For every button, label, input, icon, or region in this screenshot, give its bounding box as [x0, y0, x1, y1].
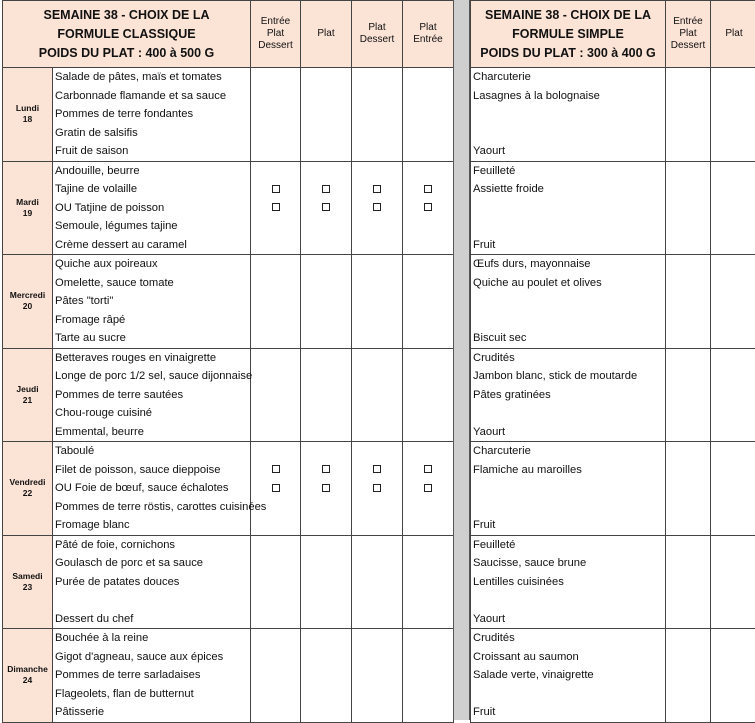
- dish-list: [471, 255, 666, 349]
- dish-item: Quiche aux poireaux: [53, 255, 250, 274]
- spacer: [403, 442, 453, 461]
- dish-item: Longe de porc 1/2 sel, sauce dijonnaise: [53, 367, 250, 386]
- day-cell: [3, 442, 53, 536]
- dish-item: Fromage râpé: [53, 311, 250, 330]
- day-name: Lundi: [3, 103, 52, 114]
- dish-item: Yaourt: [471, 142, 665, 161]
- day-row: [3, 535, 454, 629]
- dish-item: [471, 199, 665, 218]
- dish-item: Taboulé: [53, 442, 250, 461]
- simple-menu-table: [470, 0, 755, 723]
- choice-checkbox[interactable]: [373, 203, 381, 211]
- choice-cell: [301, 161, 352, 255]
- checkbox-wrap: [403, 199, 453, 218]
- classic-menu-table: [2, 0, 454, 723]
- dish-item: Croissant au saumon: [471, 648, 665, 667]
- day-cell: [3, 161, 53, 255]
- dish-list: [53, 161, 251, 255]
- dish-item: Filet de poisson, sauce dieppoise: [53, 461, 250, 480]
- choice-cell: [666, 255, 711, 349]
- choice-cell: [711, 629, 755, 723]
- choice-checkbox[interactable]: [272, 185, 280, 193]
- dish-list: [471, 629, 666, 723]
- dish-item: Dessert du chef: [53, 610, 250, 629]
- dish-item: [53, 591, 250, 610]
- dish-item: Crudités: [471, 629, 665, 648]
- dish-item: Pommes de terre sarladaises: [53, 666, 250, 685]
- dish-item: Gratin de salsifis: [53, 124, 250, 143]
- dish-item: Fruit: [471, 236, 665, 255]
- choice-cell: [711, 255, 755, 349]
- choice-checkbox[interactable]: [373, 185, 381, 193]
- dish-item: Carbonnade flamande et sa sauce: [53, 87, 250, 106]
- col-header-word: Entrée: [666, 16, 710, 28]
- dish-item: OU Foie de bœuf, sauce échalotes: [53, 479, 250, 498]
- dish-item: [471, 498, 665, 517]
- choice-cell: [251, 161, 301, 255]
- dish-item: Gigot d'agneau, sauce aux épices: [53, 648, 250, 667]
- dish-item: Tajine de volaille: [53, 180, 250, 199]
- simple-menu-body: [471, 68, 755, 723]
- choice-checkbox[interactable]: [322, 465, 330, 473]
- choice-cell: [352, 629, 403, 723]
- day-row: [3, 68, 454, 162]
- col-header-word: Entrée: [251, 16, 300, 28]
- choice-checkbox[interactable]: [424, 484, 432, 492]
- dish-item: Charcuterie: [471, 68, 665, 87]
- choice-checkbox[interactable]: [373, 484, 381, 492]
- col-header-plat: [301, 1, 352, 68]
- dish-item: Semoule, légumes tajine: [53, 217, 250, 236]
- title-line: SEMAINE 38 - CHOIX DE LA: [3, 6, 250, 25]
- dish-item: Fruit: [471, 516, 665, 535]
- day-row: [471, 161, 755, 255]
- dish-list: [471, 161, 666, 255]
- day-row: [471, 629, 755, 723]
- checkbox-wrap: [352, 479, 402, 498]
- choice-checkbox[interactable]: [322, 185, 330, 193]
- choice-cell: [251, 442, 301, 536]
- day-number: 20: [3, 301, 52, 312]
- col-header-plat: [711, 1, 755, 68]
- day-row: [3, 255, 454, 349]
- checkbox-wrap: [352, 180, 402, 199]
- choice-cell: [352, 255, 403, 349]
- col-header-plat-entree: [403, 1, 454, 68]
- dish-item: Pâté de foie, cornichons: [53, 536, 250, 555]
- checkbox-wrap: [301, 461, 351, 480]
- col-header-entree-plat-dessert: [666, 1, 711, 68]
- checkbox-wrap: [251, 461, 300, 480]
- dish-item: Yaourt: [471, 610, 665, 629]
- choice-cell: [666, 348, 711, 442]
- dish-item: Goulasch de porc et sa sauce: [53, 554, 250, 573]
- dish-item: Lasagnes à la bolognaise: [471, 87, 665, 106]
- col-header-plat-dessert: [352, 1, 403, 68]
- checkbox-wrap: [251, 180, 300, 199]
- choice-cell: [666, 442, 711, 536]
- spacer: [403, 162, 453, 181]
- choice-cell: [403, 161, 454, 255]
- choice-cell: [251, 348, 301, 442]
- choice-cell: [711, 348, 755, 442]
- dish-item: Omelette, sauce tomate: [53, 274, 250, 293]
- dish-item: Crème dessert au caramel: [53, 236, 250, 255]
- choice-cell: [403, 68, 454, 162]
- spacer: [352, 162, 402, 181]
- day-row: [471, 442, 755, 536]
- dish-item: Œufs durs, mayonnaise: [471, 255, 665, 274]
- day-row: [3, 161, 454, 255]
- dish-item: Quiche au poulet et olives: [471, 274, 665, 293]
- dish-list: [53, 348, 251, 442]
- dish-item: Chou-rouge cuisiné: [53, 404, 250, 423]
- dish-item: [471, 292, 665, 311]
- title-line: POIDS DU PLAT : 300 à 400 G: [471, 44, 665, 63]
- day-row: [471, 255, 755, 349]
- dish-list: [471, 442, 666, 536]
- day-row: [3, 442, 454, 536]
- dish-item: [471, 217, 665, 236]
- choice-cell: [403, 442, 454, 536]
- day-name: Mercredi: [3, 290, 52, 301]
- col-header-word: Dessert: [251, 40, 300, 52]
- choice-checkbox[interactable]: [373, 465, 381, 473]
- checkbox-wrap: [352, 199, 402, 218]
- day-row: [471, 348, 755, 442]
- choice-cell: [301, 442, 352, 536]
- day-number: 21: [3, 395, 52, 406]
- dish-item: Fruit: [471, 703, 665, 722]
- dish-list: [471, 348, 666, 442]
- dish-item: [471, 685, 665, 704]
- day-cell: [3, 68, 53, 162]
- dish-item: Bouchée à la reine: [53, 629, 250, 648]
- dish-item: Flamiche au maroilles: [471, 461, 665, 480]
- dish-item: Assiette froide: [471, 180, 665, 199]
- checkbox-wrap: [251, 199, 300, 218]
- dish-item: [471, 311, 665, 330]
- day-row: [3, 348, 454, 442]
- checkbox-wrap: [403, 479, 453, 498]
- dish-item: Salade de pâtes, maïs et tomates: [53, 68, 250, 87]
- choice-cell: [301, 68, 352, 162]
- choice-cell: [251, 535, 301, 629]
- dish-item: Tarte au sucre: [53, 329, 250, 348]
- choice-cell: [301, 535, 352, 629]
- dish-item: Crudités: [471, 349, 665, 368]
- classic-menu-body: [3, 68, 454, 723]
- checkbox-wrap: [301, 180, 351, 199]
- dish-list: [53, 442, 251, 536]
- checkbox-wrap: [403, 461, 453, 480]
- dish-list: [471, 68, 666, 162]
- dish-item: Feuilleté: [471, 536, 665, 555]
- simple-title: [471, 1, 666, 68]
- dish-item: Lentilles cuisinées: [471, 573, 665, 592]
- choice-cell: [352, 535, 403, 629]
- choice-cell: [352, 348, 403, 442]
- dish-item: OU Tatjine de poisson: [53, 199, 250, 218]
- choice-cell: [352, 442, 403, 536]
- dish-list: [53, 68, 251, 162]
- choice-checkbox[interactable]: [424, 203, 432, 211]
- col-header-word: Plat: [403, 22, 453, 34]
- dish-item: Flageolets, flan de butternut: [53, 685, 250, 704]
- day-name: Dimanche: [3, 664, 52, 675]
- col-header-word: Plat: [666, 28, 710, 40]
- day-number: 18: [3, 114, 52, 125]
- day-cell: [3, 535, 53, 629]
- dish-item: Saucisse, sauce brune: [471, 554, 665, 573]
- choice-cell: [711, 161, 755, 255]
- col-header-word: Plat: [301, 28, 351, 40]
- dish-item: Charcuterie: [471, 442, 665, 461]
- day-number: 24: [3, 675, 52, 686]
- choice-checkbox[interactable]: [272, 484, 280, 492]
- col-header-word: Plat: [352, 22, 402, 34]
- dish-item: Betteraves rouges en vinaigrette: [53, 349, 250, 368]
- day-cell: [3, 348, 53, 442]
- choice-cell: [403, 255, 454, 349]
- choice-cell: [666, 161, 711, 255]
- dish-item: [471, 591, 665, 610]
- dish-item: Emmental, beurre: [53, 423, 250, 442]
- dish-list: [53, 535, 251, 629]
- choice-checkbox[interactable]: [272, 465, 280, 473]
- dish-item: [471, 124, 665, 143]
- choice-cell: [711, 442, 755, 536]
- choice-cell: [666, 68, 711, 162]
- choice-cell: [711, 535, 755, 629]
- dish-item: Pâtes "torti": [53, 292, 250, 311]
- day-row: [3, 629, 454, 723]
- choice-checkbox[interactable]: [322, 203, 330, 211]
- day-name: Vendredi: [3, 477, 52, 488]
- spacer: [301, 442, 351, 461]
- spacer: [352, 442, 402, 461]
- checkbox-wrap: [352, 461, 402, 480]
- dish-item: Pommes de terre fondantes: [53, 105, 250, 124]
- day-name: Jeudi: [3, 384, 52, 395]
- dish-item: Biscuit sec: [471, 329, 665, 348]
- dish-item: Purée de patates douces: [53, 573, 250, 592]
- day-cell: [3, 255, 53, 349]
- day-row: [471, 68, 755, 162]
- choice-cell: [666, 535, 711, 629]
- day-name: Samedi: [3, 571, 52, 582]
- choice-cell: [352, 161, 403, 255]
- checkbox-wrap: [251, 479, 300, 498]
- col-header-word: Dessert: [666, 40, 710, 52]
- dish-item: Pommes de terre röstis, carottes cuisinées: [53, 498, 250, 517]
- choice-checkbox[interactable]: [424, 465, 432, 473]
- title-line: SEMAINE 38 - CHOIX DE LA: [471, 6, 665, 25]
- col-header-word: Plat: [711, 28, 755, 40]
- choice-cell: [403, 348, 454, 442]
- dish-item: Andouille, beurre: [53, 162, 250, 181]
- checkbox-wrap: [301, 479, 351, 498]
- checkbox-wrap: [301, 199, 351, 218]
- col-header-word: Dessert: [352, 34, 402, 46]
- dish-item: Jambon blanc, stick de moutarde: [471, 367, 665, 386]
- table-separator: [453, 0, 470, 720]
- dish-item: Salade verte, vinaigrette: [471, 666, 665, 685]
- dish-list: [471, 535, 666, 629]
- choice-cell: [301, 629, 352, 723]
- day-row: [471, 535, 755, 629]
- dish-item: Pommes de terre sautées: [53, 386, 250, 405]
- dish-list: [53, 255, 251, 349]
- day-cell: [3, 629, 53, 723]
- dish-item: Pâtes gratinées: [471, 386, 665, 405]
- choice-cell: [301, 348, 352, 442]
- title-line: FORMULE CLASSIQUE: [3, 25, 250, 44]
- day-number: 22: [3, 488, 52, 499]
- title-line: FORMULE SIMPLE: [471, 25, 665, 44]
- dish-item: Feuilleté: [471, 162, 665, 181]
- dish-item: Fromage blanc: [53, 516, 250, 535]
- choice-cell: [251, 629, 301, 723]
- dish-item: [471, 404, 665, 423]
- dish-item: Yaourt: [471, 423, 665, 442]
- col-header-word: Plat: [251, 28, 300, 40]
- col-header-word: Entrée: [403, 34, 453, 46]
- choice-cell: [301, 255, 352, 349]
- dish-item: [471, 105, 665, 124]
- col-header-entree-plat-dessert: [251, 1, 301, 68]
- choice-cell: [352, 68, 403, 162]
- classic-title: [3, 1, 251, 68]
- dish-item: [471, 479, 665, 498]
- dish-list: [53, 629, 251, 723]
- day-number: 23: [3, 582, 52, 593]
- choice-cell: [666, 629, 711, 723]
- choice-cell: [403, 629, 454, 723]
- choice-cell: [403, 535, 454, 629]
- day-number: 19: [3, 208, 52, 219]
- choice-cell: [251, 68, 301, 162]
- checkbox-wrap: [403, 180, 453, 199]
- choice-cell: [251, 255, 301, 349]
- choice-checkbox[interactable]: [272, 203, 280, 211]
- day-name: Mardi: [3, 197, 52, 208]
- spacer: [251, 162, 300, 181]
- dish-item: Fruit de saison: [53, 142, 250, 161]
- spacer: [251, 442, 300, 461]
- spacer: [301, 162, 351, 181]
- title-line: POIDS DU PLAT : 400 à 500 G: [3, 44, 250, 63]
- choice-checkbox[interactable]: [322, 484, 330, 492]
- choice-checkbox[interactable]: [424, 185, 432, 193]
- choice-cell: [711, 68, 755, 162]
- dish-item: Pâtisserie: [53, 703, 250, 722]
